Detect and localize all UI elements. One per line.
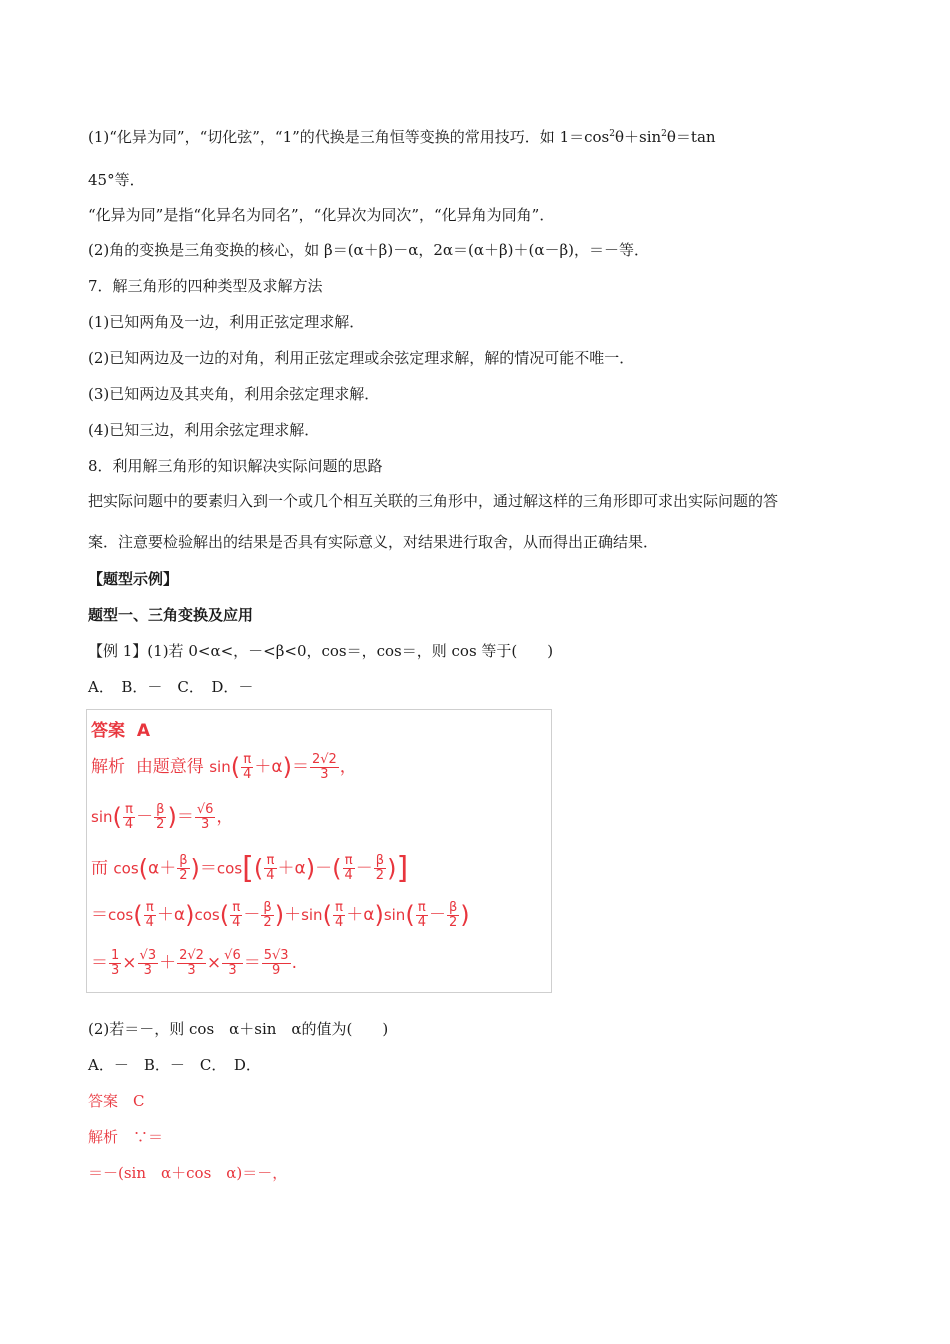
text-line: (2)已知两边及一边的对角，利用正弦定理或余弦定理求解，解的情况可能不唯一． [88,349,635,367]
choice-line: A． B．－ C． D．－ [88,678,254,696]
section-heading: 7．解三角形的四种类型及求解方法 [88,277,323,295]
formula-row: sin( $\frac{\pi}{4}$ － $\frac{\beta}{2}$ )＝ $\frac{√6}{3}$ ， [91,801,234,832]
formula-row: ＝cos( $\frac{\pi}{4}$ ＋α)cos( $\frac{\pi}{4}$ － $\frac{\beta}{2}$ )＋sin( $\frac{\pi}{4}$ ＋α)sin( $\frac{\pi}{4}$ － $\frac{\beta}{2}$ ) [91,899,470,930]
text-line: (1)已知两角及一边，利用正弦定理求解． [88,313,365,331]
answer-image-box [86,709,552,993]
text-line: 把实际问题中的要素归入到一个或几个相互关联的三角形中，通过解这样的三角形即可求出实际问题的答 [88,492,779,510]
example-question: (2)若＝－，则 cos α＋sin α的值为( ) [88,1020,389,1038]
text-line: (4)已知三边，利用余弦定理求解． [88,421,320,439]
section-title: 题型一、三角变换及应用 [88,606,254,624]
text-line: 45°等． [88,171,145,189]
section-title: 【题型示例】 [88,570,179,588]
choice-line: A．－ B．－ C． D． [88,1056,261,1074]
text-line: (2)角的变换是三角变换的核心，如 β＝(α＋β)－α，2α＝(α＋β)＋(α－β)，＝－等． [88,241,650,259]
example-question: 【例 1】(1)若 0<α<，－<β<0，cos＝，cos＝，则 cos 等于( ) [88,642,554,660]
section-heading: 8．利用解三角形的知识解决实际问题的思路 [88,457,383,475]
analysis-line: ＝－(sin α＋cos α)＝－， [88,1164,288,1182]
text-line: (3)已知两边及其夹角，利用余弦定理求解． [88,385,380,403]
text-line: 案．注意要检验解出的结果是否具有实际意义，对结果进行取舍，从而得出正确结果． [88,533,659,551]
analysis-line: 解析 ∵＝ [88,1128,164,1146]
text-line: “化异为同”是指“化异名为同名”，“化异次为同次”，“化异角为同角”． [88,206,555,224]
formula-row: 而 cos(α＋ $\frac{\beta}{2}$ )＝cos[( $\frac{\pi}{4}$ ＋α)－( $\frac{\pi}{4}$ － $\frac{\beta}{2}$ )] [91,851,409,886]
text-line: (1)“化异为同”，“切化弦”，“1”的代换是三角恒等变换的常用技巧．如 $1=\cos^2\theta+\sin^2\theta=\tan$ [88,128,716,146]
formula-row: ＝ $\frac{1}{3}$ × $\frac{√3}{3}$ ＋ $\frac{2√2}{3}$ × $\frac{√6}{3}$ ＝ $\frac{5√3}{9}$ . [91,947,297,978]
answer-row: 答案 A [91,721,151,741]
answer-line: 答案 C [88,1092,145,1110]
analysis-row: 解析 由题意得 sin( $\frac{\pi}{4}$ ＋α)＝ $\frac{2√2}{3}$ ， [91,751,357,782]
